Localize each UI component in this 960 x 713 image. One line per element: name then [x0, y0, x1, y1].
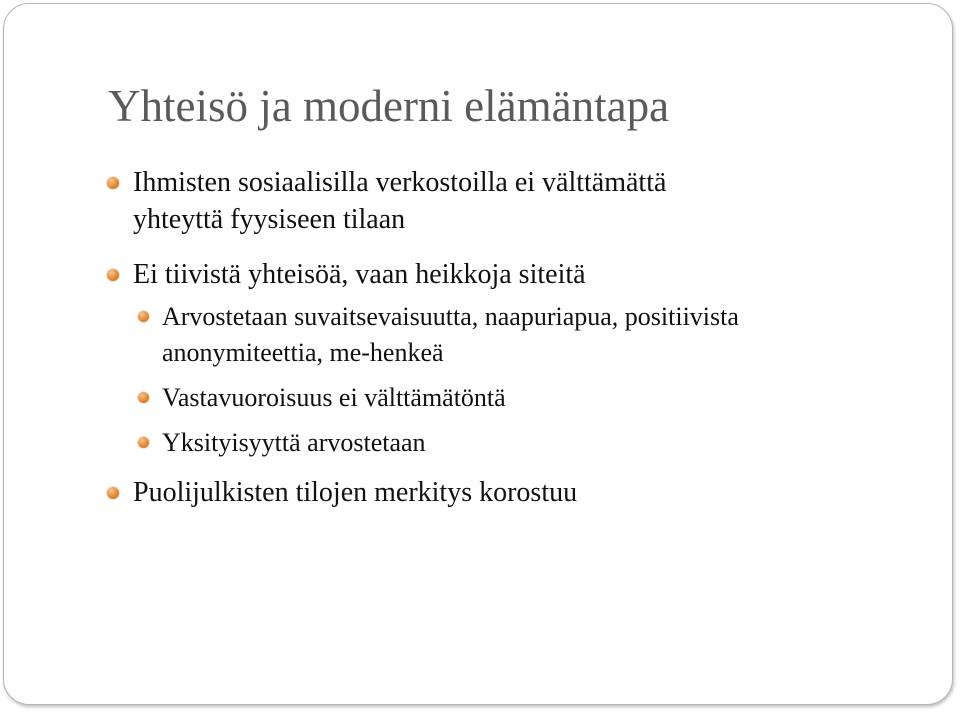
sub-bullet-item: [162, 380, 506, 416]
sub-bullet-item: [162, 299, 739, 371]
slide-title: Yhteisö ja moderni elämäntapa: [108, 81, 670, 131]
bullet-text: Ei tiivistä yhteisöä, vaan heikkoja siteitä: [133, 259, 586, 290]
bullet-item: [133, 474, 577, 511]
bullet-item: [133, 164, 666, 238]
bullet-dot-icon: [138, 392, 149, 403]
bullet-dot-icon: [138, 311, 149, 322]
sub-bullet-item: [162, 425, 426, 461]
bullet-text: Puolijulkisten tilojen merkitys korostuu: [133, 477, 578, 508]
bullet-dot-icon: [107, 177, 119, 189]
bullet-dot-icon: [107, 487, 119, 499]
bullet-dot-icon: [107, 269, 119, 281]
bullet-text: Arvostetaan suvaitsevaisuutta, naapuriapua, positiivista: [162, 302, 739, 331]
bullet-dot-icon: [138, 437, 149, 448]
bullet-text: anonymiteettia, me-henkeä: [162, 338, 444, 367]
slide-frame: [3, 3, 953, 705]
bullet-text: Vastavuoroisuus ei välttämätöntä: [162, 383, 506, 412]
bullet-item: [133, 256, 586, 293]
bullet-text: Ihmisten sosiaalisilla verkostoilla ei välttämättä: [133, 167, 667, 198]
bullet-text: Yksityisyyttä arvostetaan: [162, 428, 426, 457]
bullet-text: yhteyttä fyysiseen tilaan: [133, 204, 406, 235]
